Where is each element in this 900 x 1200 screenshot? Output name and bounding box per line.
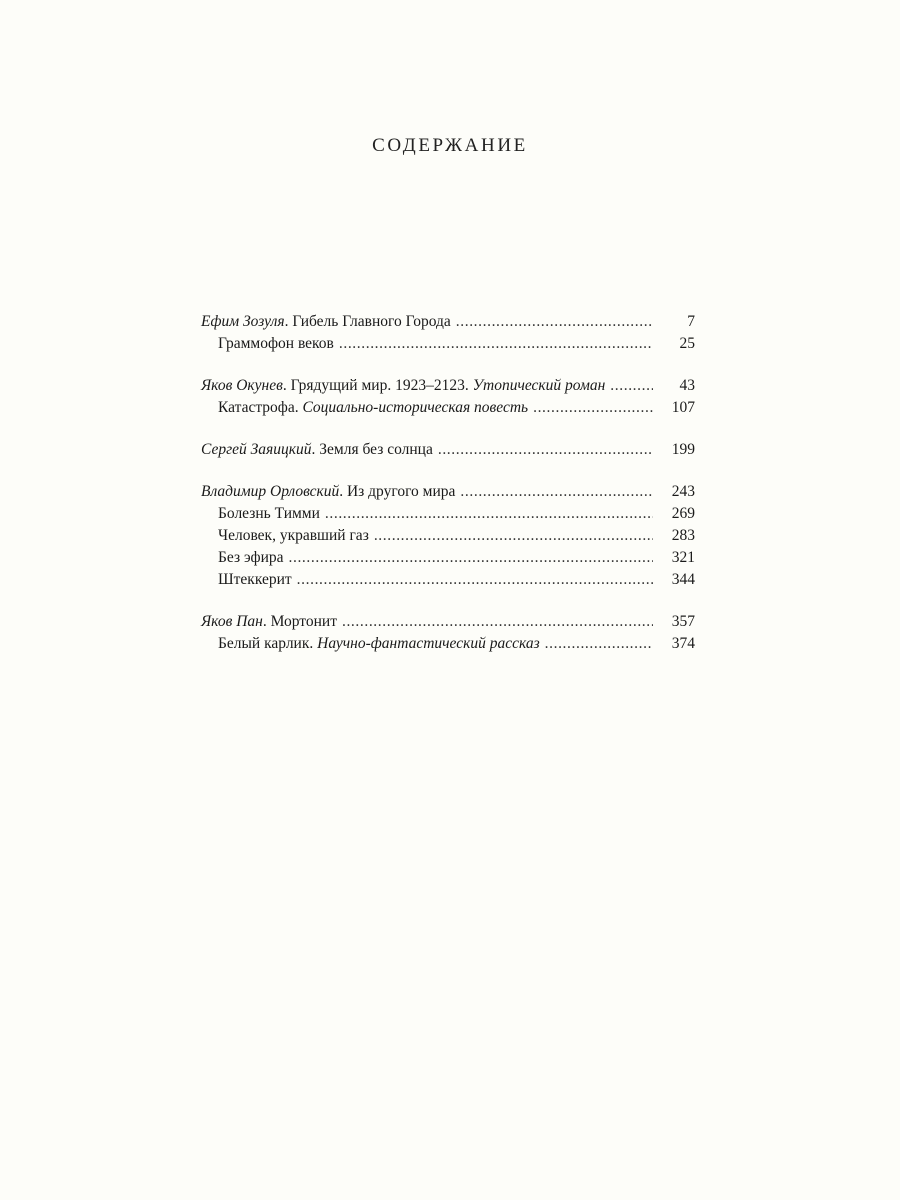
toc-entry[interactable] [201,633,695,655]
entry-text [218,333,334,355]
work-subtitle: Утопический роман [472,377,606,394]
dot-leader [339,333,653,355]
toc-entry[interactable] [201,481,695,503]
toc-group-zozulya [201,311,695,355]
page-number: 243 [671,483,695,500]
page-number: 357 [671,613,695,630]
dot-leader [325,503,653,525]
page-number: 199 [671,441,695,458]
toc-entry[interactable] [201,503,695,525]
work-title: Без эфира [218,549,284,566]
author-name: Яков Пан [201,613,263,630]
work-title: Штеккерит [218,571,292,588]
page-number: 43 [679,377,695,394]
work-subtitle: Социально-историческая повесть [302,399,529,416]
toc-group-okunev [201,375,695,419]
table-of-contents [201,311,695,675]
work-title: Земля без солнца [319,441,433,458]
entry-text [201,375,605,397]
work-title: Болезнь Тимми [218,505,320,522]
author-name: Сергей Заяицкий [201,441,312,458]
toc-entry[interactable] [201,311,695,333]
toc-entry[interactable] [201,439,695,461]
entry-text [218,503,320,525]
work-title: Мортонит [270,613,337,630]
work-subtitle: Научно-фантастический рассказ [317,635,540,652]
entry-text [201,481,455,503]
entry-text [218,633,540,655]
toc-group-zayaitsky [201,439,695,461]
toc-entry[interactable] [201,397,695,419]
page-number: 321 [671,549,695,566]
entry-text [201,439,433,461]
page-number: 269 [671,505,695,522]
work-title: Катастрофа. [218,399,299,416]
toc-group-orlovsky [201,481,695,591]
dot-leader [545,633,653,655]
separator: . [311,441,320,458]
author-name: Яков Окунев [201,377,283,394]
separator: . [284,313,293,330]
toc-entry[interactable] [201,525,695,547]
page-number: 7 [687,313,695,330]
page-number: 374 [671,635,695,652]
page-number: 344 [671,571,695,588]
dot-leader [438,439,653,461]
dot-leader [456,311,653,333]
separator: . [282,377,291,394]
toc-entry[interactable] [201,375,695,397]
entry-text [218,397,528,419]
toc-entry[interactable] [201,569,695,591]
contents-heading: СОДЕРЖАНИЕ [372,135,528,156]
dot-leader [374,525,653,547]
work-title: Грядущий мир. 1923–2123. [290,377,469,394]
toc-entry[interactable] [201,611,695,633]
dot-leader [460,481,653,503]
separator: . [262,613,271,630]
work-title: Из другого мира [346,483,456,500]
entry-text [201,311,451,333]
toc-entry[interactable] [201,333,695,355]
dot-leader [289,547,654,569]
separator: . [339,483,347,500]
dot-leader [342,611,653,633]
author-name: Ефим Зозуля [201,313,285,330]
dot-leader [533,397,653,419]
entry-text [218,547,284,569]
work-title: Граммофон веков [218,335,334,352]
dot-leader [297,569,653,591]
page-number: 107 [671,399,695,416]
entry-text [201,611,337,633]
toc-group-pan [201,611,695,655]
work-title: Человек, укравший газ [218,527,369,544]
entry-text [218,569,292,591]
work-title: Гибель Главного Города [292,313,451,330]
work-title: Белый карлик. [218,635,314,652]
toc-entry[interactable] [201,547,695,569]
page-number: 25 [679,335,695,352]
dot-leader [610,375,653,397]
entry-text [218,525,369,547]
page-number: 283 [671,527,695,544]
author-name: Владимир Орловский [201,483,340,500]
